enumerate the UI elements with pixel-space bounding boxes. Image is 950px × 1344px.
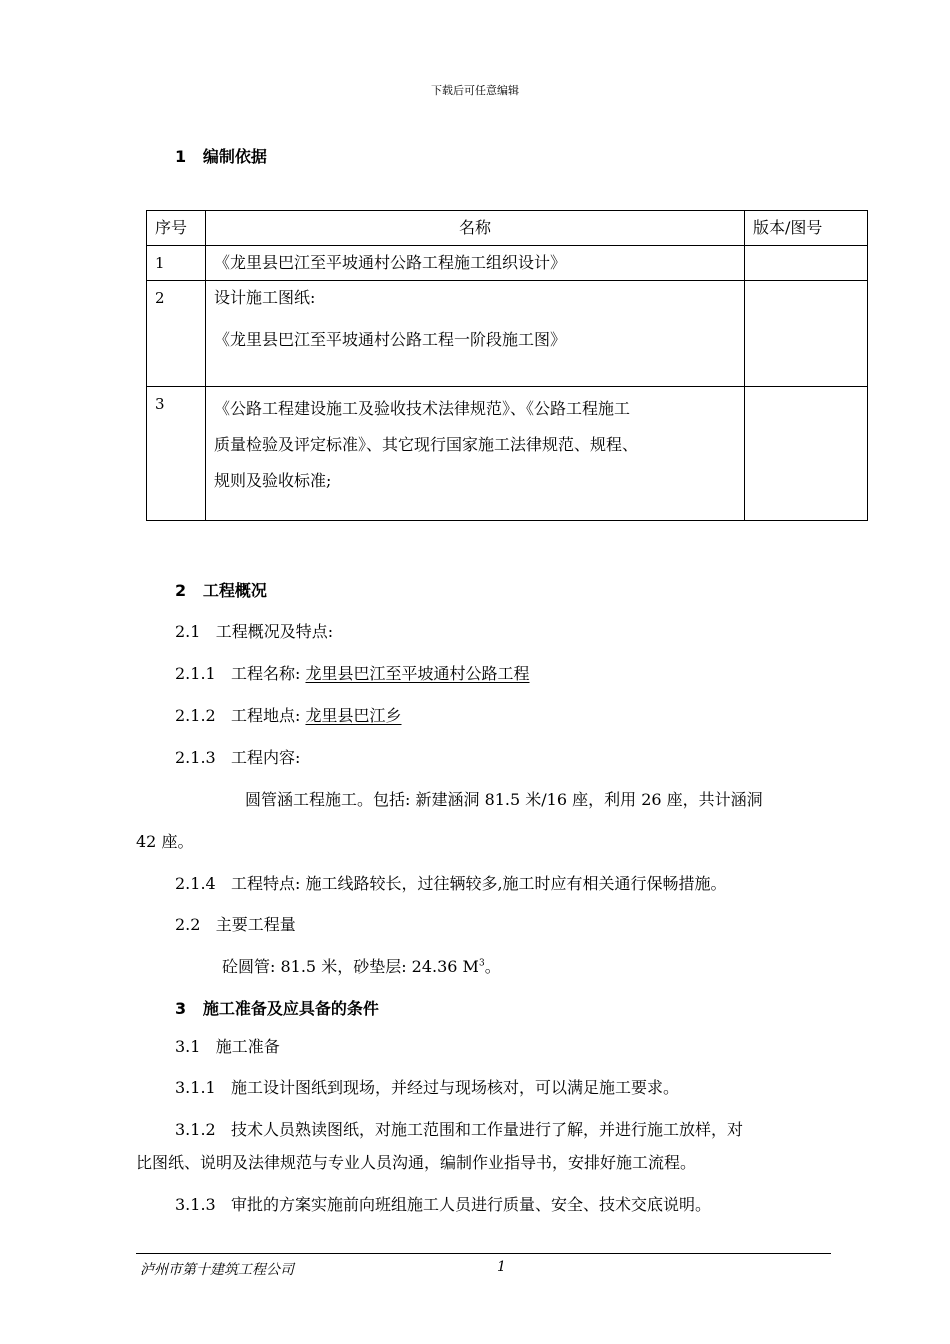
section-3-1-1	[175, 1075, 679, 1098]
content-line-2: 42 座。	[136, 832, 194, 851]
section-2-1-4-number: 2.1.4	[175, 874, 216, 893]
project-location-value: 龙里县巴江乡	[305, 706, 402, 725]
project-name-value: 龙里县巴江至平坡通村公路工程	[305, 664, 530, 683]
section-3-1-2	[175, 1117, 743, 1140]
section-1-title: 编制依据	[202, 147, 267, 166]
section-3-1-1-text: 施工设计图纸到现场，并经过与现场核对，可以满足施工要求。	[230, 1078, 679, 1097]
quantity-end: 。	[484, 957, 501, 976]
row-3-index: 3	[147, 387, 206, 521]
section-3-1-3-number: 3.1.3	[175, 1195, 216, 1214]
section-2-2-number: 2.2	[175, 915, 201, 934]
footer-page-number: 1	[497, 1259, 506, 1275]
row-2-name	[206, 281, 745, 387]
section-2-title: 工程概况	[202, 581, 267, 600]
section-3-1-2-continued: 比图纸、说明及法律规范与专业人员沟通，编制作业指导书，安排好施工流程。	[136, 1153, 697, 1172]
row-1-index: 1	[147, 246, 206, 281]
section-3-1	[175, 1034, 280, 1057]
section-3-heading	[175, 996, 379, 1019]
project-content-label: 工程内容:	[230, 748, 301, 767]
section-2-1-3	[175, 745, 300, 768]
section-2-1-3-number: 2.1.3	[175, 748, 216, 767]
row-1-version	[745, 246, 868, 281]
section-3-1-3	[175, 1192, 711, 1215]
section-3-number: 3	[175, 999, 187, 1018]
row-2-version	[745, 281, 868, 387]
section-3-1-3-text: 审批的方案实施前向班组施工人员进行质量、安全、技术交底说明。	[230, 1195, 711, 1214]
section-2-1-text: 工程概况及特点:	[215, 622, 334, 641]
header-name: 名称	[206, 211, 745, 246]
section-3-1-2-text: 技术人员熟读图纸，对施工范围和工作量进行了解，并进行施工放样，对	[230, 1120, 743, 1139]
section-3-1-number: 3.1	[175, 1037, 201, 1056]
section-2-1-2	[175, 703, 402, 726]
header-note: 下载后可任意编辑	[431, 84, 519, 97]
row-2-line-1: 设计施工图纸:	[214, 288, 316, 307]
row-3-version	[745, 387, 868, 521]
row-3-name	[206, 387, 745, 521]
section-2-1-4	[175, 871, 727, 894]
row-3-line-3: 规则及验收标准;	[214, 471, 332, 490]
table-row	[147, 281, 868, 387]
section-1-number: 1	[175, 147, 187, 166]
section-3-1-2-number: 3.1.2	[175, 1120, 216, 1139]
header-version: 版本/图号	[745, 211, 868, 246]
table-row	[147, 387, 868, 521]
section-2-1-2-number: 2.1.2	[175, 706, 216, 725]
quantity-line	[222, 954, 501, 977]
quantity-text: 砼圆管: 81.5 米，砂垫层: 24.36 M	[222, 957, 479, 976]
section-2-1-1-number: 2.1.1	[175, 664, 216, 683]
row-2-line-2: 《龙里县巴江至平坡通村公路工程一阶段施工图》	[214, 330, 567, 349]
row-3-line-2: 质量检验及评定标准》、其它现行国家施工法律规范、规程、	[214, 435, 639, 454]
section-1-heading	[175, 144, 267, 167]
basis-table	[146, 210, 868, 521]
section-3-1-text: 施工准备	[215, 1037, 280, 1056]
table-row	[147, 246, 868, 281]
section-3-1-1-number: 3.1.1	[175, 1078, 216, 1097]
content-line-1: 圆管涵工程施工。包括: 新建涵洞 81.5 米/16 座，利用 26 座，共计涵洞	[245, 790, 763, 809]
section-2-heading	[175, 578, 267, 601]
footer-divider	[136, 1253, 831, 1254]
table-header-row	[147, 211, 868, 246]
quantity-superscript: 3	[478, 958, 485, 969]
project-location-label: 工程地点:	[230, 706, 301, 725]
section-3-title: 施工准备及应具备的条件	[202, 999, 379, 1018]
section-2-2-text: 主要工程量	[215, 915, 296, 934]
section-2-1-number: 2.1	[175, 622, 201, 641]
section-2-1-4-text: 工程特点: 施工线路较长，过往辆较多,施工时应有相关通行保畅措施。	[230, 874, 727, 893]
footer-company: 泸州市第十建筑工程公司	[140, 1262, 294, 1278]
project-name-label: 工程名称:	[230, 664, 301, 683]
section-2-number: 2	[175, 581, 187, 600]
section-2-2	[175, 912, 296, 935]
row-3-line-1: 《公路工程建设施工及验收技术法律规范》、《公路工程施工	[214, 399, 631, 418]
section-2-1-1	[175, 661, 530, 684]
section-2-1	[175, 619, 333, 642]
row-1-name: 《龙里县巴江至平坡通村公路工程施工组织设计》	[206, 246, 745, 281]
header-index: 序号	[147, 211, 206, 246]
row-2-index: 2	[147, 281, 206, 387]
